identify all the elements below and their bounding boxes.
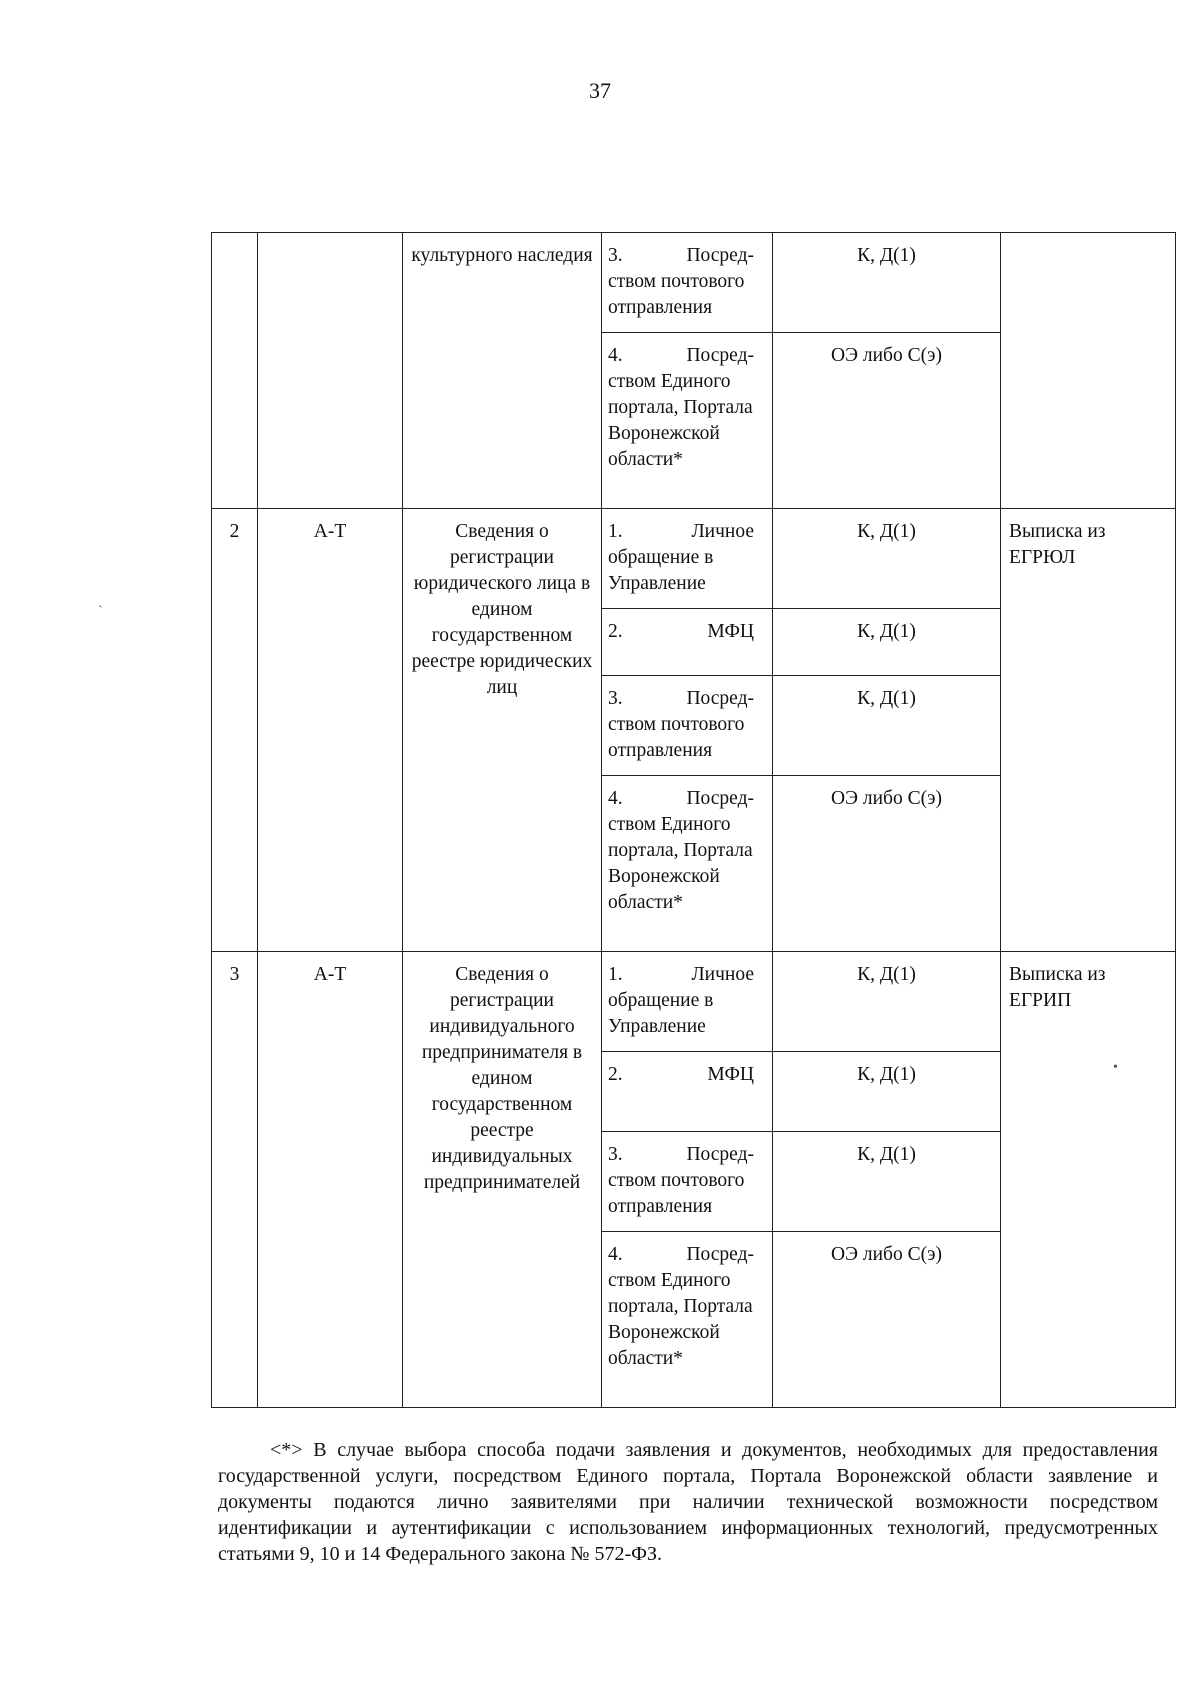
method-word: МФЦ [707,1064,754,1085]
method-cell [602,1232,773,1408]
info-cell: Сведения о регистрации индивидуального предпринимателя в едином государственном реестре индивидуальных предпринимателей [403,952,602,1408]
method-cell [602,333,773,509]
method-number: 2. [608,1064,623,1085]
method-number: 1. [608,964,623,985]
scan-speck-mark: • [1113,1060,1118,1075]
method-word: Посред- [686,345,754,366]
table-row [212,509,1176,609]
method-number: 3. [608,245,623,266]
row-number-cell [212,233,258,509]
method-cell [602,233,773,333]
method-text: обращение в Управление [608,990,714,1037]
table-row [212,233,1176,333]
form-cell: ОЭ либо С(э) [773,1232,1001,1408]
form-cell: К, Д(1) [773,509,1001,609]
services-table [211,232,1176,1408]
form-cell: ОЭ либо С(э) [773,776,1001,952]
form-cell: ОЭ либо С(э) [773,333,1001,509]
method-number: 4. [608,1244,623,1265]
code-cell [258,233,403,509]
method-text: ством Единого портала, Портала Воронежской области* [608,814,753,913]
form-cell: К, Д(1) [773,609,1001,676]
method-cell [602,952,773,1052]
method-text: ством почтового отправления [608,1170,745,1217]
method-cell [602,776,773,952]
method-number: 3. [608,1144,623,1165]
method-text: ством почтового отправления [608,714,745,761]
method-cell [602,609,773,676]
info-cell: культурного наследия [403,233,602,509]
method-number: 3. [608,688,623,709]
result-cell: Выписка из ЕГРЮЛ [1001,509,1176,952]
method-word: Посред- [686,1244,754,1265]
form-cell: К, Д(1) [773,1132,1001,1232]
method-text: ством почтового отправления [608,271,745,318]
table-row [212,952,1176,1052]
page-number: 37 [589,78,611,103]
form-cell: К, Д(1) [773,233,1001,333]
method-cell [602,509,773,609]
method-text: обращение в Управление [608,547,714,594]
method-text: ством Единого портала, Портала Воронежской области* [608,1270,753,1369]
method-word: Посред- [686,688,754,709]
method-word: Посред- [686,1144,754,1165]
method-cell [602,676,773,776]
method-word: Посред- [686,788,754,809]
method-word: МФЦ [707,621,754,642]
method-word: Посред- [686,245,754,266]
method-number: 4. [608,345,623,366]
code-cell: А-Т [258,952,403,1408]
result-cell: Выписка из ЕГРИП [1001,952,1176,1408]
form-cell: К, Д(1) [773,952,1001,1052]
method-word: Личное [691,964,754,985]
info-cell: Сведения о регистрации юридического лица в едином государственном реестре юридических лиц [403,509,602,952]
method-number: 1. [608,521,623,542]
method-text: ством Единого портала, Портала Воронежской области* [608,371,753,470]
method-cell [602,1132,773,1232]
result-cell [1001,233,1176,509]
footnote: <*> В случае выбора способа подачи заявления и документов, необходимых для предоставления государственной услуги, посредством Единого портала, Портала Воронежской области заявление и документы подаются лично заявителями при наличии технической возможности посредством идентификации и аутентификации с использованием информационных технологий, предусмотренных статьями 9, 10 и 14 Федерального закона № 572-ФЗ. [218,1439,1158,1565]
code-cell: А-Т [258,509,403,952]
method-word: Личное [691,521,754,542]
method-number: 2. [608,621,623,642]
form-cell: К, Д(1) [773,1052,1001,1132]
method-cell [602,1052,773,1132]
row-number-cell: 3 [212,952,258,1408]
row-number-cell: 2 [212,509,258,952]
method-number: 4. [608,788,623,809]
scan-speck-mark: ˋ [98,604,103,619]
form-cell: К, Д(1) [773,676,1001,776]
